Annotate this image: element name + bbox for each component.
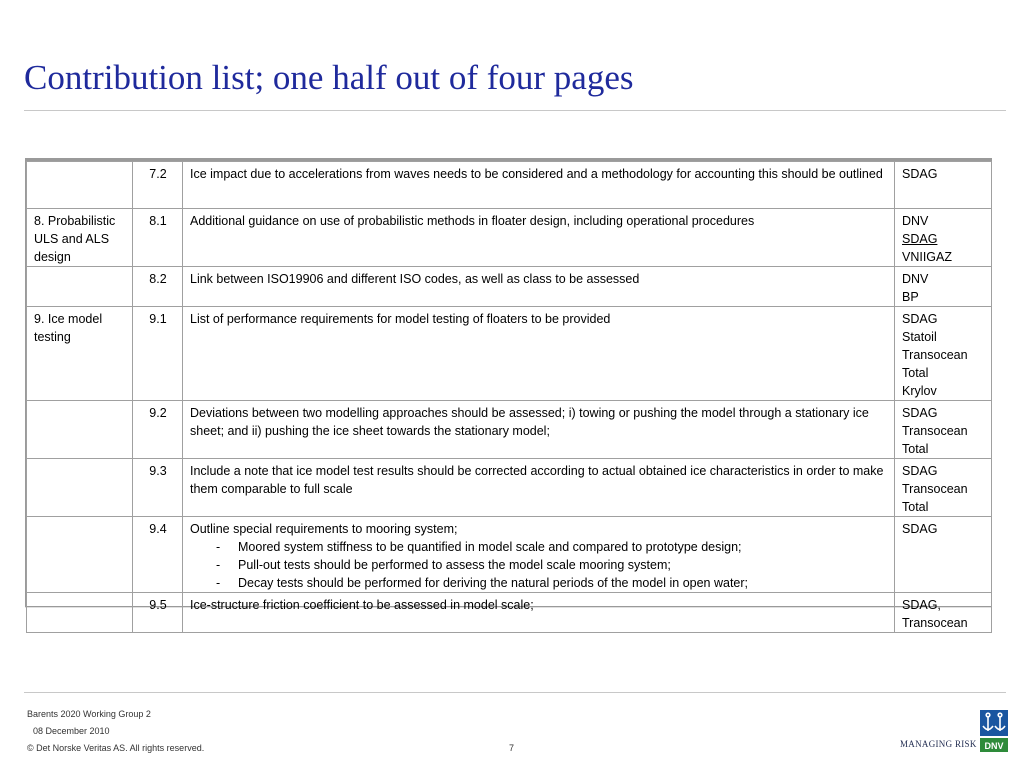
list-item (190, 556, 888, 574)
topic-cell (27, 459, 133, 517)
item-description: Outline special requirements to mooring system; (190, 522, 458, 536)
sub-item-list (190, 538, 888, 592)
list-item (190, 574, 888, 592)
item-number: 9.4 (133, 517, 183, 593)
dnv-logo-emblem (980, 710, 1008, 736)
contributors-cell (895, 267, 992, 307)
bullet-dash: - (216, 540, 221, 554)
list-item (190, 538, 888, 556)
contributor-name: Krylov (902, 384, 937, 398)
dnv-logo (980, 710, 1008, 752)
contributor-name: Total (902, 500, 929, 514)
slide-title: Contribution list; one half out of four pages (24, 58, 634, 97)
contribution-table-frame (25, 158, 992, 630)
contributor-name: Transocean (902, 616, 968, 630)
footer-divider (24, 692, 1006, 693)
contributor-name: Transocean (902, 424, 968, 438)
contributor-name: DNV (902, 214, 929, 228)
contributors-cell (895, 459, 992, 517)
item-description: List of performance requirements for model testing of floaters to be provided (183, 307, 895, 401)
contributor-name: SDAG (902, 464, 938, 478)
sub-item-text: Pull-out tests should be performed to assess the model scale mooring system; (238, 558, 671, 572)
table-row (27, 162, 992, 209)
page-number: 7 (509, 743, 515, 753)
contributors-cell (895, 209, 992, 267)
topic-cell: 9. Ice model testing (27, 307, 133, 401)
table-row (27, 267, 992, 307)
contributor-name: Transocean (902, 348, 968, 362)
contributor-name: SDAG, (902, 598, 941, 612)
contributors-cell (895, 401, 992, 459)
item-description: Include a note that ice model test results should be corrected according to actual obtained ice characteristics in order to make them comparable to full scale (183, 459, 895, 517)
topic-cell: 8. Probabilistic ULS and ALS design (27, 209, 133, 267)
footer-copyright: © Det Norske Veritas AS. All rights reserved. (27, 743, 205, 753)
contributor-name: Total (902, 442, 929, 456)
managing-risk-tagline: MANAGING RISK (900, 739, 977, 749)
table-row (27, 593, 992, 633)
item-description: Additional guidance on use of probabilistic methods in floater design, including operational procedures (183, 209, 895, 267)
contributor-name: SDAG (902, 406, 938, 420)
sub-item-text: Decay tests should be performed for deriving the natural periods of the model in open water; (238, 576, 749, 590)
item-description-cell (183, 517, 895, 593)
item-number: 9.1 (133, 307, 183, 401)
bullet-dash: - (216, 576, 221, 590)
contributors-cell (895, 517, 992, 593)
table-row (27, 307, 992, 401)
table-row (27, 517, 992, 593)
contribution-table (26, 161, 992, 633)
topic-cell (27, 162, 133, 209)
contributor-name: Statoil (902, 330, 937, 344)
contributor-name: DNV (902, 272, 929, 286)
contributor-name: SDAG (902, 522, 938, 536)
table-row (27, 209, 992, 267)
topic-cell (27, 593, 133, 633)
contributors-cell (895, 307, 992, 401)
item-description: Deviations between two modelling approaches should be assessed; i) towing or pushing the model through a stationary ice sheet; and ii) pushing the ice sheet towards the stationary model; (183, 401, 895, 459)
dnv-logo-text: DNV (984, 741, 1004, 751)
contributor-name: SDAG (902, 232, 938, 246)
item-number: 8.1 (133, 209, 183, 267)
contributors-cell (895, 162, 992, 209)
item-description: Ice-structure friction coefficient to be assessed in model scale; (183, 593, 895, 633)
item-description: Ice impact due to accelerations from waves needs to be considered and a methodology for accounting this should be outlined (183, 162, 895, 209)
item-number: 8.2 (133, 267, 183, 307)
footer-date: 08 December 2010 (33, 726, 110, 736)
item-number: 9.3 (133, 459, 183, 517)
topic-cell (27, 517, 133, 593)
item-description: Link between ISO19906 and different ISO codes, as well as class to be assessed (183, 267, 895, 307)
contributors-cell (895, 593, 992, 633)
topic-cell (27, 267, 133, 307)
item-number: 7.2 (133, 162, 183, 209)
topic-cell (27, 401, 133, 459)
footer-group: Barents 2020 Working Group 2 (27, 709, 151, 719)
contributor-name: SDAG (902, 312, 938, 326)
table-row (27, 401, 992, 459)
contributor-name: Total (902, 366, 929, 380)
contributor-name: SDAG (902, 167, 938, 181)
title-divider (24, 110, 1006, 111)
item-number: 9.5 (133, 593, 183, 633)
contributor-name: BP (902, 290, 919, 304)
contributor-name: VNIIGAZ (902, 250, 953, 264)
contributor-name: Transocean (902, 482, 968, 496)
item-number: 9.2 (133, 401, 183, 459)
bullet-dash: - (216, 558, 221, 572)
sub-item-text: Moored system stiffness to be quantified in model scale and compared to prototype design; (238, 540, 742, 554)
table-row (27, 459, 992, 517)
